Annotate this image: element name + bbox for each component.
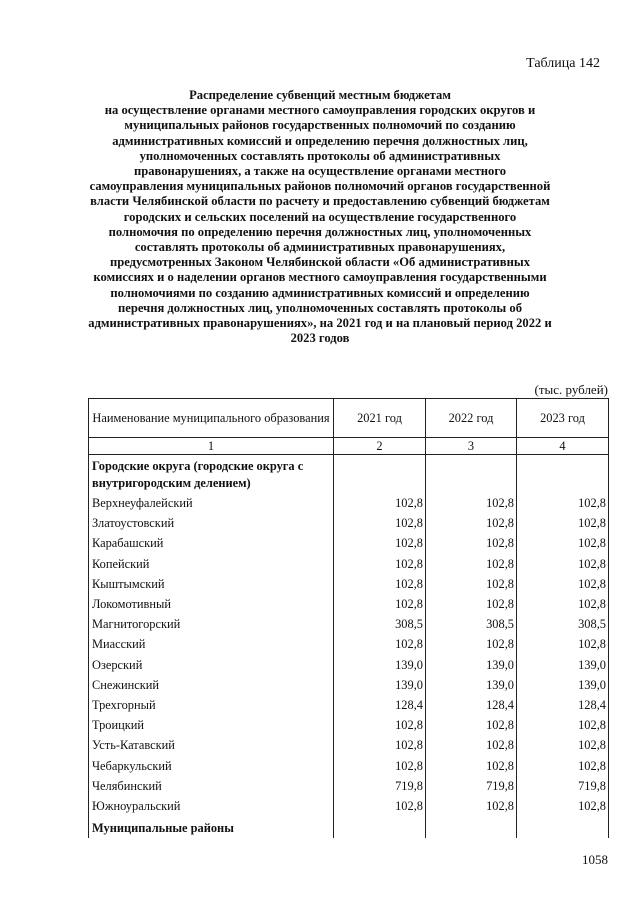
value-2023: 102,8 xyxy=(517,574,609,594)
municipality-name: Усть-Катавский xyxy=(89,735,334,755)
title-line: самоуправления муниципальных районов полномочий органов государственной xyxy=(89,179,551,194)
municipality-name: Южноуральский xyxy=(89,796,334,816)
title-line: муниципальных районов государственных полномочий по созданию xyxy=(124,118,516,133)
table-row xyxy=(89,533,609,553)
title-line: полномочиями по созданию административных комиссий и определению xyxy=(110,285,530,300)
value-2021: 102,8 xyxy=(334,715,426,735)
section-label: Городские округа (городские округа с внутригородским делением) xyxy=(89,455,334,494)
title-line: 2023 годов xyxy=(290,331,350,346)
value-2021: 102,8 xyxy=(334,594,426,614)
table-row xyxy=(89,735,609,755)
value-2022: 102,8 xyxy=(426,493,517,513)
table-row xyxy=(89,715,609,735)
section-label: Муниципальные районы xyxy=(89,816,334,838)
municipality-name: Локомотивный xyxy=(89,594,334,614)
value-2023: 102,8 xyxy=(517,594,609,614)
value-2022: 102,8 xyxy=(426,755,517,775)
table-row xyxy=(89,655,609,675)
value-2022: 102,8 xyxy=(426,634,517,654)
title-line: комиссиях и о наделении органов местного самоуправления государственными xyxy=(93,270,547,285)
title-line: составлять протоколы об административных правонарушениях, xyxy=(134,240,506,255)
municipality-name: Троицкий xyxy=(89,715,334,735)
table-row xyxy=(89,675,609,695)
value-2023: 102,8 xyxy=(517,634,609,654)
value-2021: 102,8 xyxy=(334,796,426,816)
header-number: 1 xyxy=(89,438,334,455)
header-row xyxy=(89,399,609,438)
header-number: 3 xyxy=(426,438,517,455)
header-2022: 2022 год xyxy=(426,399,517,438)
document-title xyxy=(80,88,560,346)
value-2023: 102,8 xyxy=(517,554,609,574)
table-row xyxy=(89,634,609,654)
value-2022: 102,8 xyxy=(426,513,517,533)
municipality-name: Карабашский xyxy=(89,533,334,553)
value-2022: 102,8 xyxy=(426,796,517,816)
empty-cell xyxy=(517,455,609,494)
municipality-name: Трехгорный xyxy=(89,695,334,715)
value-2022: 102,8 xyxy=(426,554,517,574)
table-row xyxy=(89,574,609,594)
table-row xyxy=(89,796,609,816)
units-note: (тыс. рублей) xyxy=(534,382,608,397)
title-line: правонарушениях, а также на осуществление органами местного xyxy=(133,164,507,179)
title-line: полномочия по определению перечня должностных лиц, уполномоченных xyxy=(108,224,532,239)
value-2021: 102,8 xyxy=(334,493,426,513)
municipality-name: Верхнеуфалейский xyxy=(89,493,334,513)
value-2023: 719,8 xyxy=(517,776,609,796)
value-2023: 102,8 xyxy=(517,533,609,553)
municipality-name: Челябинский xyxy=(89,776,334,796)
value-2023: 102,8 xyxy=(517,715,609,735)
value-2021: 719,8 xyxy=(334,776,426,796)
value-2021: 128,4 xyxy=(334,695,426,715)
value-2022: 102,8 xyxy=(426,594,517,614)
value-2022: 139,0 xyxy=(426,655,517,675)
municipality-name: Копейский xyxy=(89,554,334,574)
title-line: на осуществление органами местного самоуправления городских округов и xyxy=(104,103,536,118)
value-2021: 308,5 xyxy=(334,614,426,634)
municipality-name: Кыштымский xyxy=(89,574,334,594)
header-numbers-row xyxy=(89,438,609,455)
table-row xyxy=(89,554,609,574)
header-number: 2 xyxy=(334,438,426,455)
value-2022: 719,8 xyxy=(426,776,517,796)
title-line: Распределение субвенций местным бюджетам xyxy=(189,88,451,102)
value-2023: 102,8 xyxy=(517,735,609,755)
header-name: Наименование муниципального образования xyxy=(89,399,334,438)
title-line: предусмотренных Законом Челябинской области «Об административных xyxy=(109,255,530,270)
municipality-name: Чебаркульский xyxy=(89,755,334,775)
title-line: административных правонарушениях», на 2021 год и на плановый период 2022 и xyxy=(88,316,552,331)
value-2021: 139,0 xyxy=(334,655,426,675)
value-2022: 102,8 xyxy=(426,574,517,594)
title-line: административных комиссий и определению перечня должностных лиц, xyxy=(112,133,528,148)
table-row xyxy=(89,776,609,796)
section-row xyxy=(89,455,609,494)
header-number: 4 xyxy=(517,438,609,455)
empty-cell xyxy=(334,455,426,494)
value-2023: 308,5 xyxy=(517,614,609,634)
subsidy-table xyxy=(88,398,609,838)
empty-cell xyxy=(334,816,426,838)
title-line: городских и сельских поселений на осуществление государственного xyxy=(123,209,517,224)
value-2021: 102,8 xyxy=(334,755,426,775)
municipality-name: Миасский xyxy=(89,634,334,654)
value-2021: 139,0 xyxy=(334,675,426,695)
title-line: власти Челябинской области по расчету и предоставлению субвенций бюджетам xyxy=(90,194,550,209)
value-2022: 102,8 xyxy=(426,715,517,735)
value-2023: 139,0 xyxy=(517,675,609,695)
value-2023: 102,8 xyxy=(517,493,609,513)
table-row xyxy=(89,614,609,634)
municipality-name: Златоустовский xyxy=(89,513,334,533)
municipality-name: Озерский xyxy=(89,655,334,675)
municipality-name: Снежинский xyxy=(89,675,334,695)
value-2023: 128,4 xyxy=(517,695,609,715)
empty-cell xyxy=(426,816,517,838)
table-row xyxy=(89,594,609,614)
value-2021: 102,8 xyxy=(334,735,426,755)
title-line: перечня должностных лиц, уполномоченных составлять протоколы об xyxy=(117,300,522,315)
table-row xyxy=(89,695,609,715)
value-2023: 102,8 xyxy=(517,796,609,816)
table-row xyxy=(89,755,609,775)
value-2022: 102,8 xyxy=(426,735,517,755)
header-2021: 2021 год xyxy=(334,399,426,438)
value-2022: 102,8 xyxy=(426,533,517,553)
table-row xyxy=(89,513,609,533)
value-2022: 308,5 xyxy=(426,614,517,634)
title-line: уполномоченных составлять протоколы об административных xyxy=(139,148,501,163)
empty-cell xyxy=(426,455,517,494)
municipality-name: Магнитогорский xyxy=(89,614,334,634)
value-2021: 102,8 xyxy=(334,533,426,553)
page-number: 1058 xyxy=(582,852,608,867)
table-row xyxy=(89,493,609,513)
value-2021: 102,8 xyxy=(334,574,426,594)
value-2021: 102,8 xyxy=(334,513,426,533)
section-row xyxy=(89,816,609,838)
value-2023: 102,8 xyxy=(517,513,609,533)
value-2021: 102,8 xyxy=(334,634,426,654)
value-2023: 102,8 xyxy=(517,755,609,775)
value-2023: 139,0 xyxy=(517,655,609,675)
header-2023: 2023 год xyxy=(517,399,609,438)
table-label: Таблица 142 xyxy=(526,56,600,71)
value-2022: 139,0 xyxy=(426,675,517,695)
empty-cell xyxy=(517,816,609,838)
value-2021: 102,8 xyxy=(334,554,426,574)
value-2022: 128,4 xyxy=(426,695,517,715)
table-body xyxy=(89,455,609,839)
